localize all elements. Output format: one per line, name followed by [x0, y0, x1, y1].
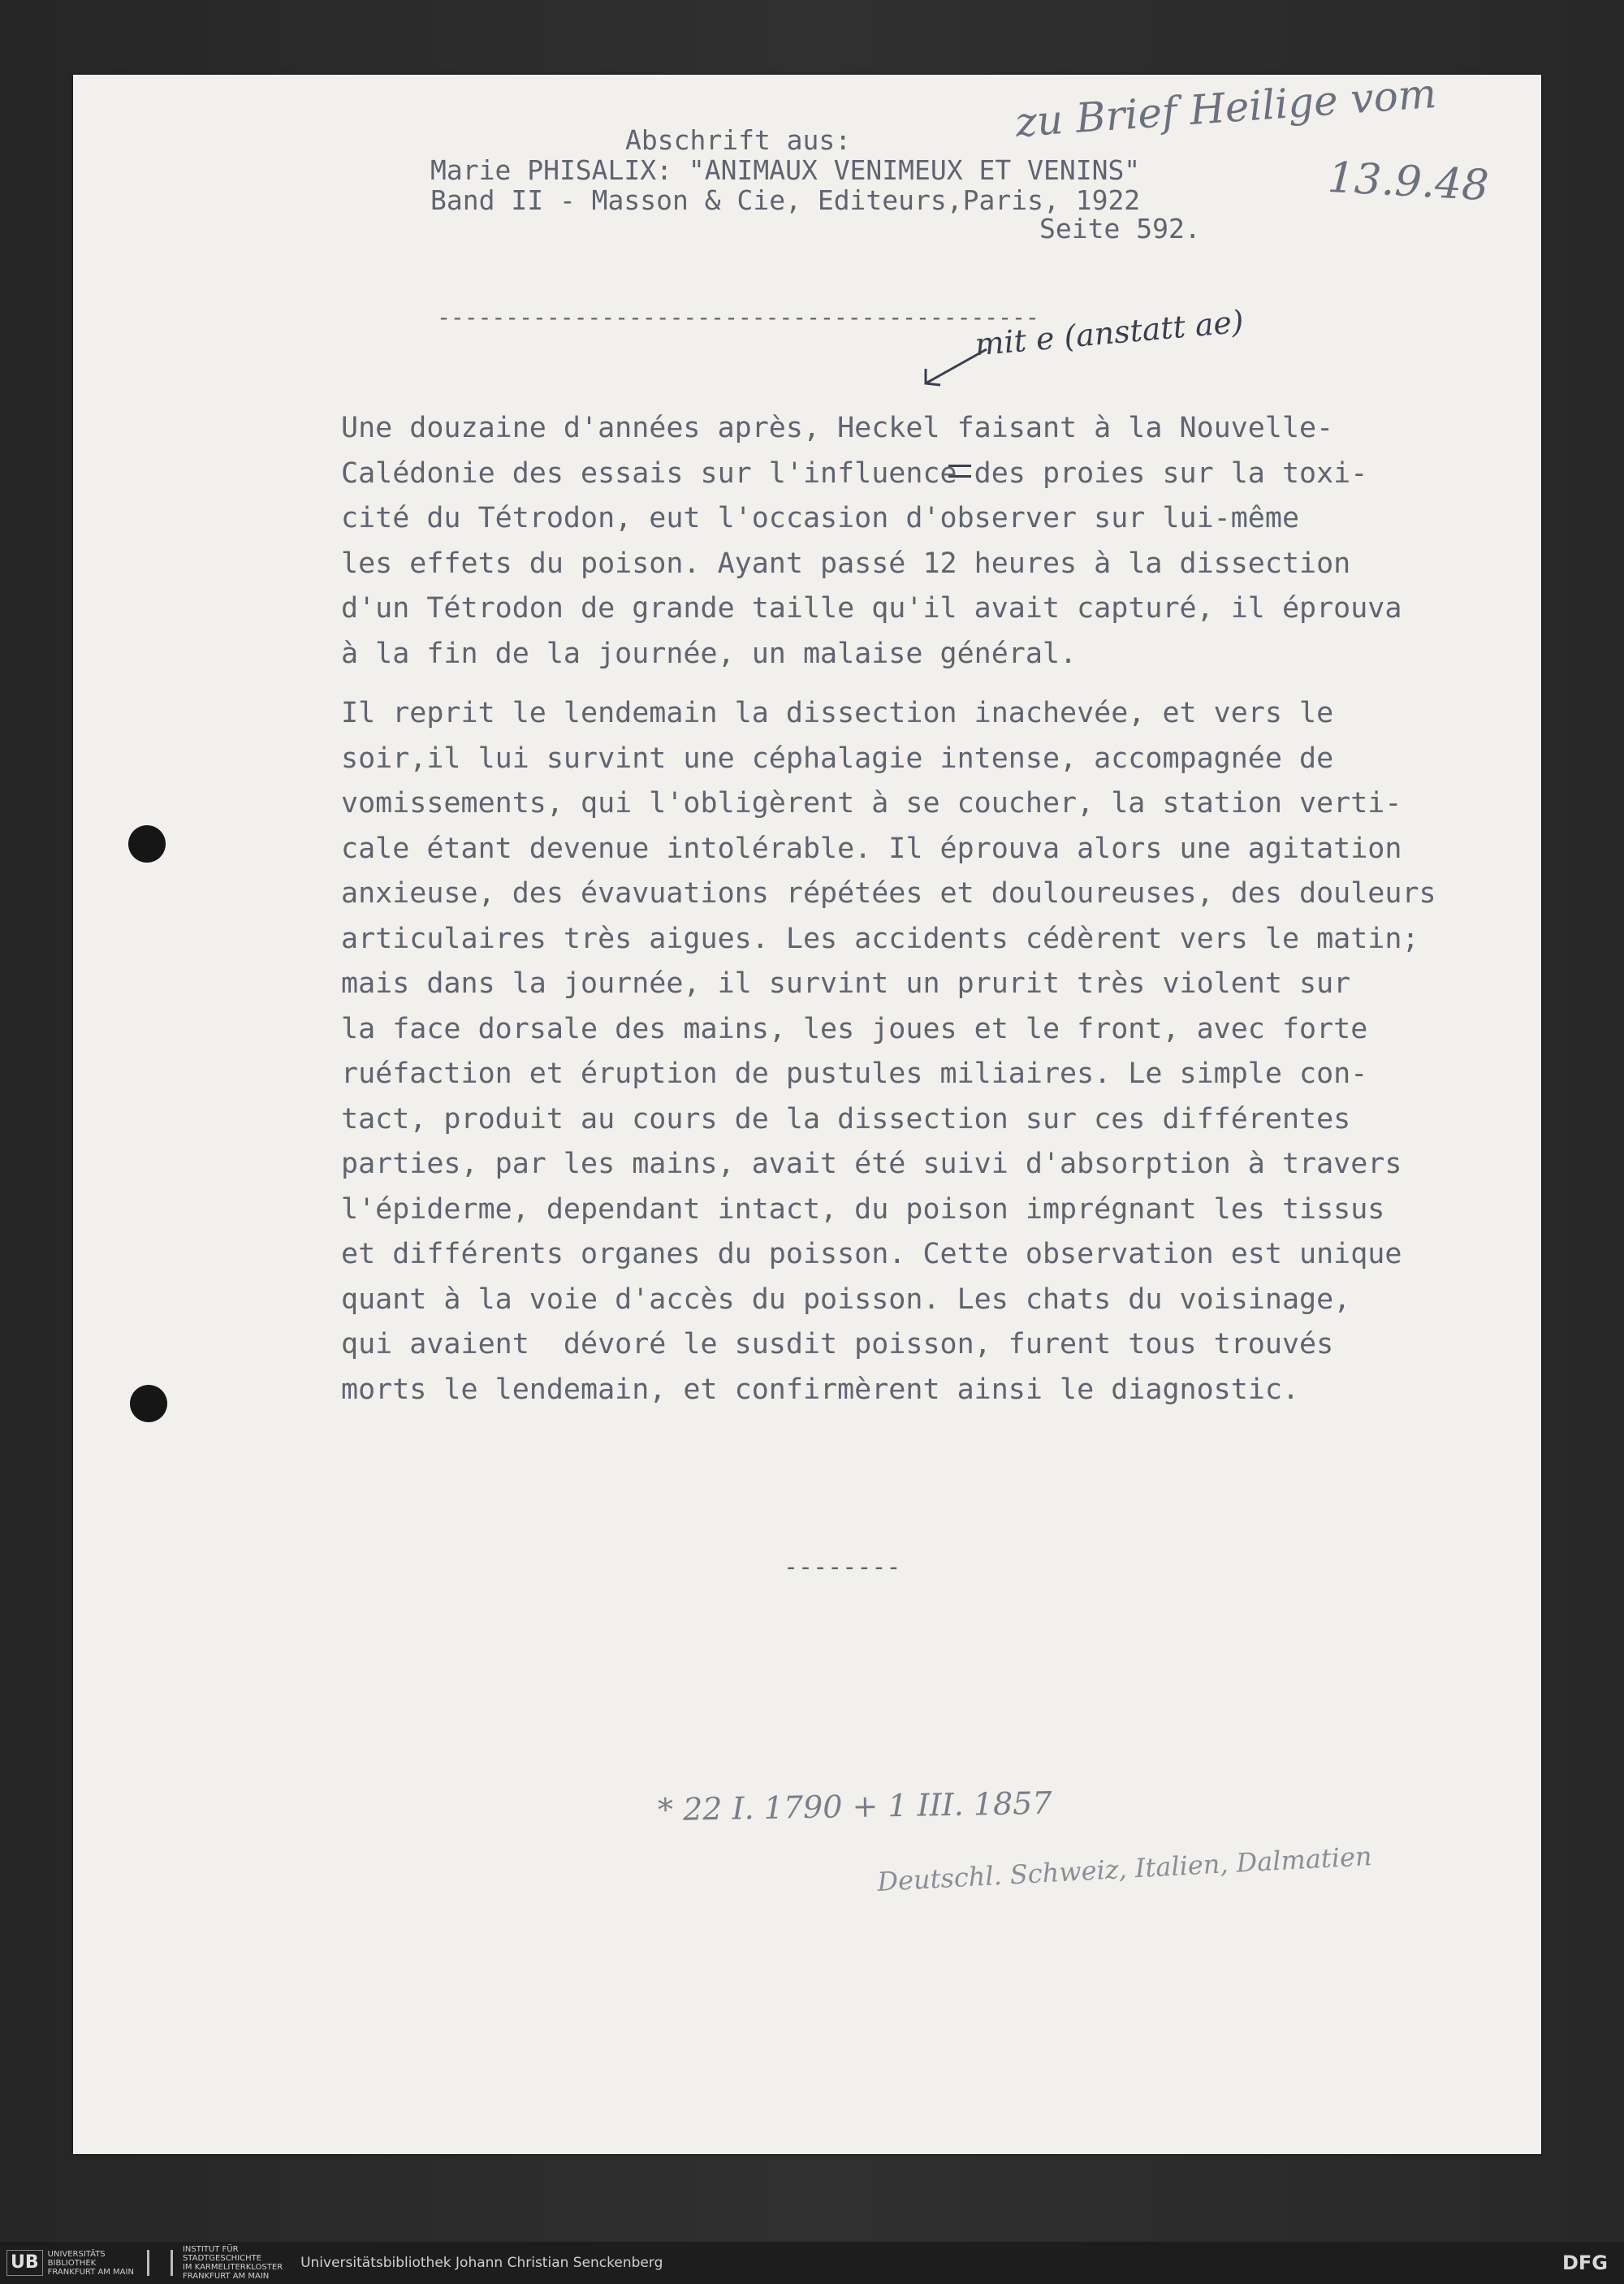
text-line: cale étant devenue intolérable. Il éprouva alors une agitation	[341, 832, 1402, 865]
text-line: quant à la voie d'accès du poisson. Les chats du voisinage,	[341, 1283, 1351, 1316]
text-line: et différents organes du poisson. Cette observation est unique	[341, 1238, 1402, 1270]
ub-logo-text: UNIVERSITÄTS BIBLIOTHEK FRANKFURT AM MAIN	[47, 2249, 134, 2277]
dfg-logo: DFG	[1561, 2252, 1608, 2274]
text-line: les effets du poison. Ayant passé 12 heures à la dissection	[341, 547, 1351, 580]
text-line: Calédonie des essais sur l'influence des proies sur la toxi-	[341, 456, 1368, 490]
institut-logo	[147, 2245, 283, 2281]
institut-logo-text: INSTITUT FÜR STADTGESCHICHTE IM KARMELITERKLOSTER FRANKFURT AM MAIN	[182, 2245, 283, 2281]
text-line: cité du Tétrodon, eut l'occasion d'observer sur lui-même	[341, 502, 1300, 534]
text-line: morts le lendemain, et confirmèrent ainsi le diagnostic.	[341, 1373, 1300, 1406]
text-line: qui avaient dévoré le susdit poisson, furent tous trouvés	[341, 1328, 1334, 1360]
header-line-source-label: Abschrift aus:	[625, 124, 852, 156]
end-divider: --------	[784, 1553, 901, 1581]
text-line: tact, produit au cours de la dissection sur ces différentes	[341, 1102, 1351, 1136]
header-divider: --------------------------------------------	[437, 304, 1039, 331]
document-page	[73, 69, 1541, 2154]
text-line: d'un Tétrodon de grande taille qu'il avait capturé, il éprouva	[341, 592, 1402, 625]
handwritten-correction: mit e (anstatt ae)	[973, 303, 1246, 363]
paragraph-gap	[341, 677, 1527, 691]
text-line: vomissements, qui l'obligèrent à se coucher, la station verti-	[341, 787, 1402, 820]
text-line: la face dorsale des mains, les joues et le front, avec forte	[341, 1012, 1368, 1045]
institut-logo-mark	[147, 2250, 173, 2276]
punch-hole-bottom	[130, 1385, 167, 1422]
ub-logo	[6, 2250, 134, 2277]
paragraph-1	[341, 406, 1527, 677]
text-line: anxieuse, des évavuations répétées et douloureuses, des douleurs	[341, 877, 1436, 910]
ub-logo-mark: UB	[6, 2250, 43, 2276]
header-line-page: Seite 592.	[1039, 213, 1201, 244]
handwritten-date: 13.9.48	[1326, 153, 1490, 211]
text-line: l'épiderme, dependant intact, du poison imprégnant les tissus	[341, 1192, 1385, 1226]
transcribed-text	[341, 406, 1527, 1412]
header-line-publisher: Band II - Masson & Cie, Editeurs,Paris, 1922	[430, 184, 1141, 216]
handwritten-places: Deutschl. Schweiz, Italien, Dalmatien	[876, 1841, 1373, 1897]
punch-hole-top	[128, 825, 166, 863]
header-line-author-title: Marie PHISALIX: "ANIMAUX VENIMEUX ET VENINS"	[430, 154, 1141, 186]
text-line: soir,il lui survint une céphalagie intense, accompagnée de	[341, 742, 1334, 775]
library-name: Universitätsbibliothek Johann Christian Senckenberg	[300, 2255, 663, 2271]
text-line: articulaires très aigues. Les accidents cédèrent vers le matin;	[341, 922, 1419, 955]
citation-header	[430, 125, 1405, 244]
correction-arrow-icon	[918, 343, 991, 391]
text-line: Une douzaine d'années après, Heckel faisant à la Nouvelle-	[341, 412, 1334, 444]
text-line: mais dans la journée, il survint un prurit très violent sur	[341, 967, 1351, 1000]
text-line: Il reprit le lendemain la dissection inachevée, et vers le	[341, 697, 1334, 729]
handwritten-letter-reference: zu Brief Heilige vom	[1013, 69, 1438, 147]
text-line: à la fin de la journée, un malaise général.	[341, 637, 1078, 670]
handwritten-life-dates: * 22 I. 1790 + 1 III. 1857	[657, 1784, 1052, 1828]
archive-footer	[0, 2242, 1624, 2284]
text-line: parties, par les mains, avait été suivi d'absorption à travers	[341, 1148, 1402, 1180]
paragraph-2	[341, 691, 1527, 1412]
text-line: ruéfaction et éruption de pustules miliaires. Le simple con-	[341, 1058, 1368, 1090]
